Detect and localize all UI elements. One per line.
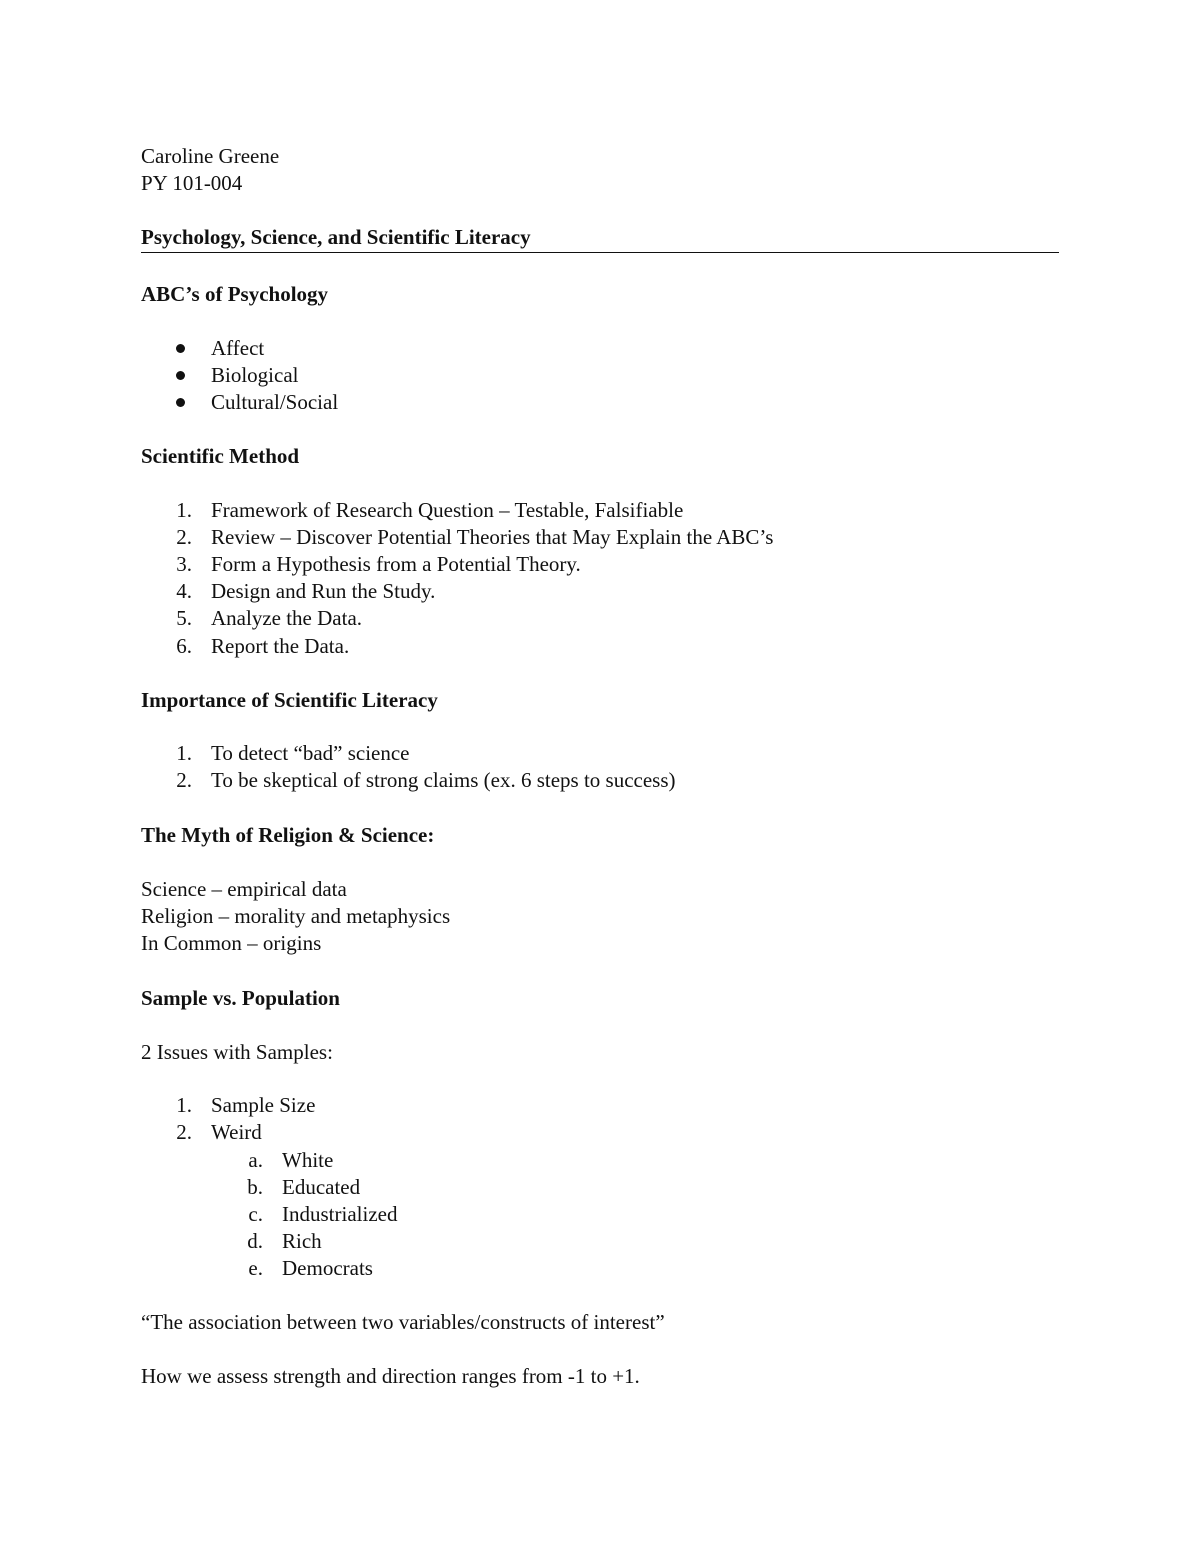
sublist-item: Democrats [282, 1256, 373, 1280]
text-line: 2 Issues with Samples: [141, 1040, 333, 1064]
sublist-letter: b. [247, 1175, 263, 1199]
bullet-icon [176, 398, 185, 407]
sublist-item: Educated [282, 1175, 361, 1199]
author-name: Caroline Greene [141, 144, 280, 168]
list-number: 2. [176, 1120, 192, 1144]
section-heading-method: Scientific Method [141, 444, 300, 468]
list-number: 3. [176, 552, 192, 576]
quote-line: “The association between two variables/constructs of interest” [141, 1310, 665, 1334]
section-heading-abc: ABC’s of Psychology [141, 282, 329, 306]
sublist-letter: c. [248, 1202, 263, 1226]
list-item: Framework of Research Question – Testable, Falsifiable [211, 498, 684, 522]
sublist-letter: a. [248, 1148, 263, 1172]
course-code: PY 101-004 [141, 171, 243, 195]
list-number: 2. [176, 768, 192, 792]
list-number: 1. [176, 1093, 192, 1117]
list-item: Sample Size [211, 1093, 316, 1117]
text-line: Religion – morality and metaphysics [141, 904, 451, 928]
section-heading-literacy: Importance of Scientific Literacy [141, 688, 438, 712]
closing-line: How we assess strength and direction ranges from -1 to +1. [141, 1364, 640, 1388]
list-item: Biological [211, 363, 299, 387]
list-item: Report the Data. [211, 634, 350, 658]
text-line: In Common – origins [141, 931, 322, 955]
sublist-item: White [282, 1148, 334, 1172]
sublist-item: Rich [282, 1229, 322, 1253]
list-number: 2. [176, 525, 192, 549]
title-underline [141, 252, 1059, 253]
section-heading-sample: Sample vs. Population [141, 986, 340, 1010]
bullet-icon [176, 344, 185, 353]
list-number: 6. [176, 634, 192, 658]
list-number: 4. [176, 579, 192, 603]
list-number: 1. [176, 741, 192, 765]
text-line: Science – empirical data [141, 877, 347, 901]
bullet-icon [176, 371, 185, 380]
document-title: Psychology, Science, and Scientific Literacy [141, 225, 531, 249]
sublist-item: Industrialized [282, 1202, 398, 1226]
list-number: 5. [176, 606, 192, 630]
list-number: 1. [176, 498, 192, 522]
list-item: Analyze the Data. [211, 606, 363, 630]
sublist-letter: d. [247, 1229, 263, 1253]
list-item: Affect [211, 336, 265, 360]
section-heading-myth: The Myth of Religion & Science: [141, 823, 435, 847]
list-item: Cultural/Social [211, 390, 339, 414]
sublist-letter: e. [248, 1256, 263, 1280]
list-item: To be skeptical of strong claims (ex. 6 steps to success) [211, 768, 676, 792]
list-item: Review – Discover Potential Theories that May Explain the ABC’s [211, 525, 774, 549]
list-item: Design and Run the Study. [211, 579, 436, 603]
list-item: Form a Hypothesis from a Potential Theory. [211, 552, 581, 576]
list-item: Weird [211, 1120, 262, 1144]
list-item: To detect “bad” science [211, 741, 410, 765]
